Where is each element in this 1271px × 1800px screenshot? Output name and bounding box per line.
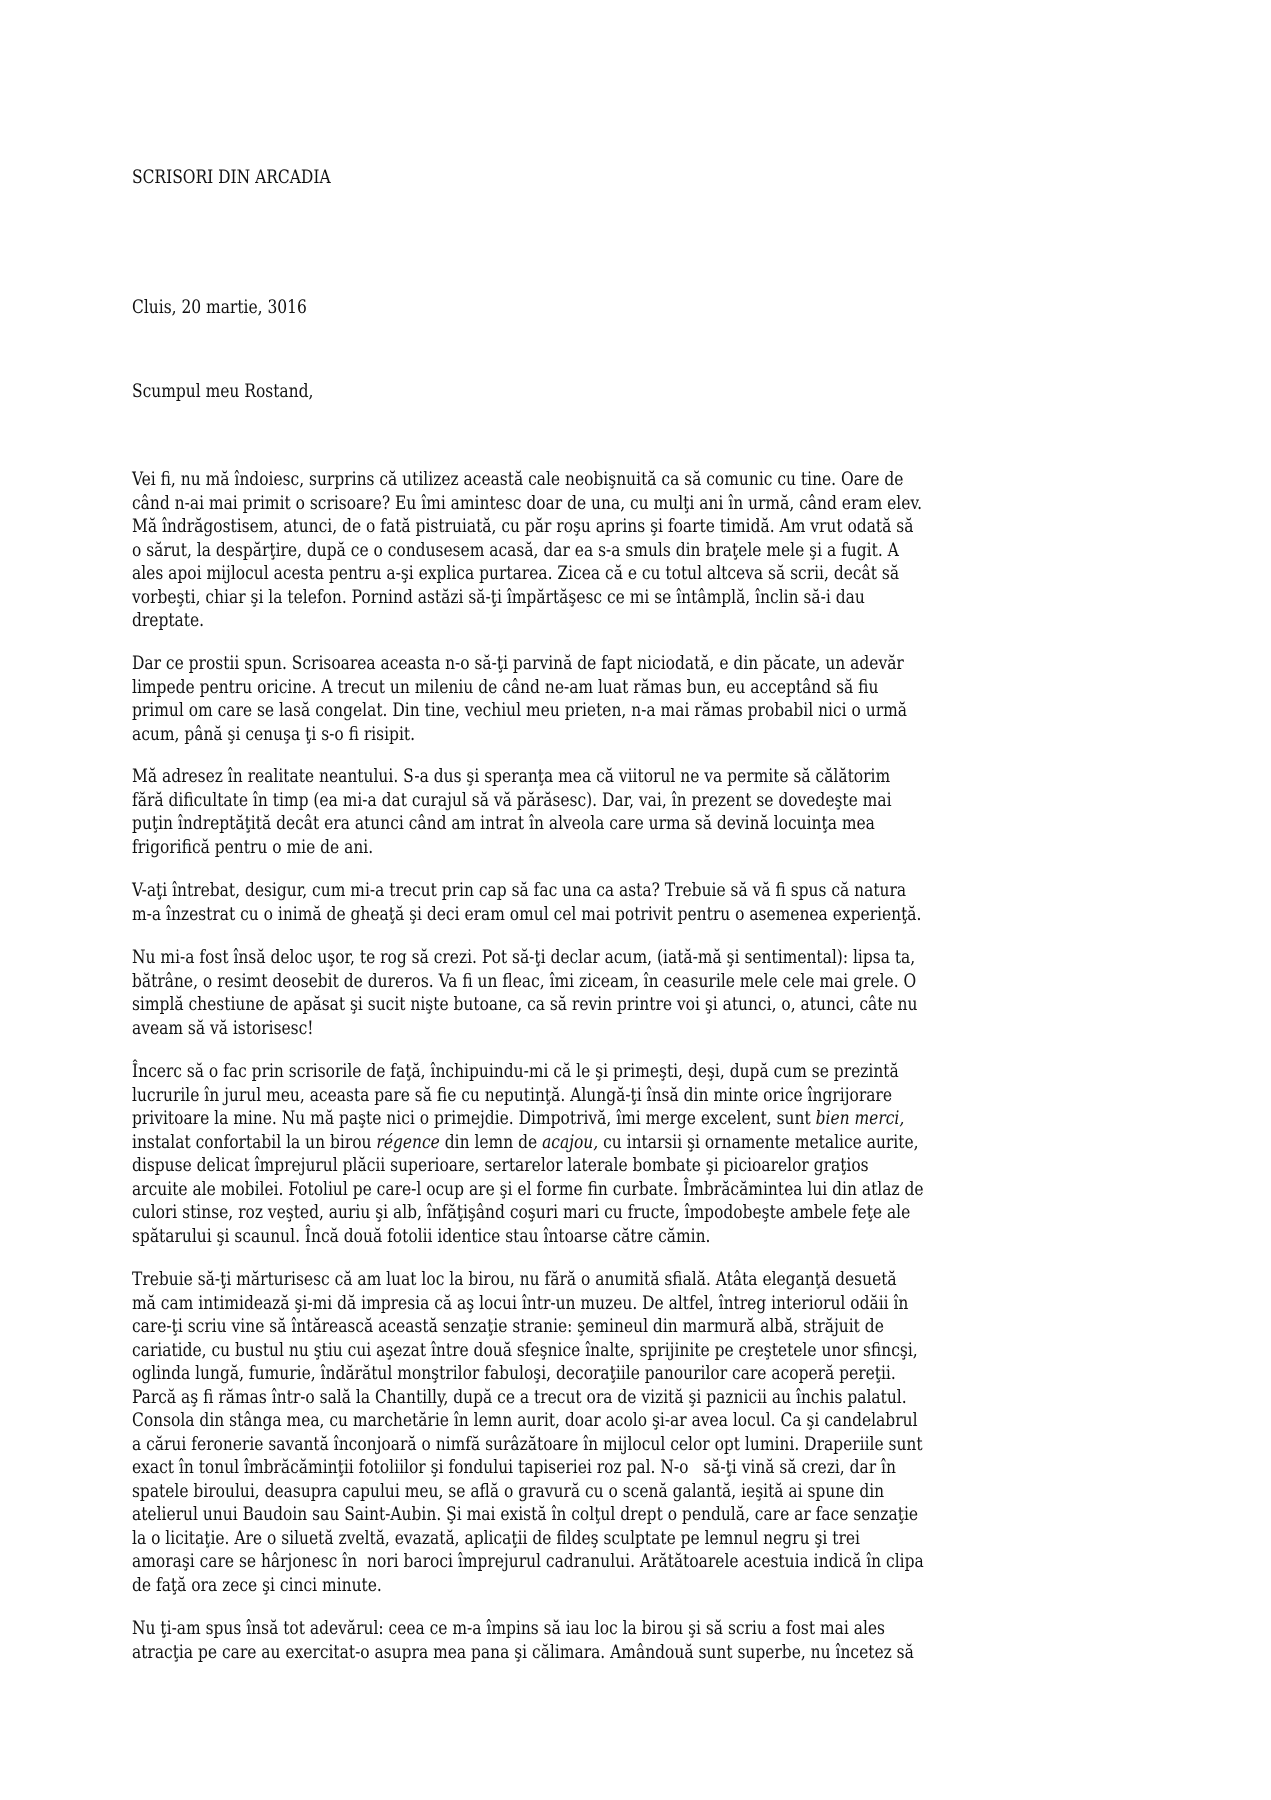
paragraph-line: dispuse delicat împrejurul plăcii superioare, sertarelor laterale bombate şi picioarelor graţios xyxy=(132,1154,869,1176)
paragraph-line: oglinda lungă, fumurie, îndărătul monştrilor fabuloşi, decoraţiile panourilor care acoperă pereţii. xyxy=(132,1362,896,1384)
paragraph-line: care-ţi scriu vine să întărească această senzaţie stranie: şemineul din marmură albă, străjuit de xyxy=(132,1315,884,1337)
paragraph-line: Vei fi, nu mă îndoiesc, surprins că utilizez această cale neobişnuită ca să comunic cu tine. Oare de xyxy=(132,468,904,490)
paragraph-line: Nu ţi-am spus însă tot adevărul: ceea ce m-a împins să iau loc la birou şi să scriu a fost mai ales xyxy=(132,1617,885,1639)
paragraph-line: Nu mi-a fost însă deloc uşor, te rog să crezi. Pot să-ţi declar acum, (iată-mă şi sentimental): lipsa ta, xyxy=(132,946,916,968)
paragraph-line: primul om care se lasă congelat. Din tine, vechiul meu prieten, n-a mai rămas probabil nici o urmă xyxy=(132,699,907,721)
paragraph-line: fără dificultate în timp (ea mi-a dat curajul să vă părăsesc). Dar, vai, în prezent se dovedeşte mai xyxy=(132,788,892,811)
italic-phrase: acajou, xyxy=(542,1130,599,1153)
paragraph-line: m-a înzestrat cu o inimă de gheaţă şi deci eram omul cel mai potrivit pentru o asemenea experienţă. xyxy=(132,902,922,925)
paragraph-line: exact în tonul îmbrăcăminţii fotoliilor şi fondului tapiseriei roz pal. N-o să-ţi vină să crezi, dar în xyxy=(132,1456,896,1478)
paragraph-line: spatele biroului, deasupra capului meu, se află o gravură cu o scenă galantă, ieşită ai spune din xyxy=(132,1479,885,1502)
paragraph-line: aveam să vă istorisesc! xyxy=(132,1016,314,1039)
paragraph-line: vorbeşti, chiar şi la telefon. Pornind astăzi să-ţi împărtăşesc ce mi se întâmplă, înclin să-i dau xyxy=(132,585,865,608)
paragraph-line: mă cam intimidează şi-mi dă impresia că aş locui într-un muzeu. De altfel, întreg interiorul odăii în xyxy=(132,1291,909,1314)
paragraph-line: simplă chestiune de apăsat şi sucit nişte butoane, ca să revin printre voi şi atunci, o, atunci, câte nu xyxy=(132,993,918,1015)
paragraph-line: de faţă ora zece şi cinci minute. xyxy=(132,1573,382,1596)
paragraph-line: o sărut, la despărţire, după ce o condusesem acasă, dar ea s-a smuls din braţele mele şi a fugit. A xyxy=(132,538,899,561)
paragraph-line: arcuite ale mobilei. Fotoliul pe care-l ocup are şi el forme fin curbate. Îmbrăcămintea lui din atlaz de xyxy=(132,1177,924,1200)
italic-phrase: bien merci, xyxy=(815,1107,905,1129)
paragraph-line: atelierul unui Baudoin sau Saint-Aubin. Şi mai există în colţul drept o pendulă, care ar face senzaţie xyxy=(132,1503,919,1525)
paragraph-line: instalat confortabil la un birou régence din lemn de acajou, cu intarsii şi ornamente metalice aurite, xyxy=(132,1130,919,1153)
paragraph-line: Trebuie să-ţi mărturisesc că am luat loc la birou, nu fără o anumită sfială. Atâta eleganţă desuetă xyxy=(132,1268,897,1290)
paragraph-line: amoraşi care se hârjonesc în nori baroci împrejurul cadranului. Arătătoarele acestuia indică în clipa xyxy=(132,1550,924,1572)
paragraph-line: dreptate. xyxy=(132,609,205,631)
salutation: Scumpul meu Rostand, xyxy=(132,380,314,402)
paragraph-line: Mă adresez în realitate neantului. S-a dus şi speranţa mea că viitorul ne va permite să călătorim xyxy=(132,765,891,787)
paragraph-line: lucrurile în jurul meu, aceasta pare să fie cu neputinţă. Alungă-ţi însă din minte orice îngrijorare xyxy=(132,1083,892,1106)
dateline: Cluis, 20 martie, 3016 xyxy=(132,296,307,318)
paragraph-line: limpede pentru oricine. A trecut un mileniu de când ne-am luat rămas bun, eu acceptând să fiu xyxy=(132,675,879,698)
paragraph-line: atracţia pe care au exercitat-o asupra mea pana şi călimara. Amândouă sunt superbe, nu încetez să xyxy=(132,1640,914,1663)
paragraph-line: V-aţi întrebat, desigur, cum mi-a trecut prin cap să fac una ca asta? Trebuie să vă fi spus că natura xyxy=(132,879,907,901)
paragraph-line: cariatide, cu bustul nu ştiu cui aşezat între două sfeşnice înalte, sprijinite pe creştetele unor sfincşi, xyxy=(132,1338,918,1361)
paragraph-line: privitoare la mine. Nu mă paşte nici o primejdie. Dimpotrivă, îmi merge excelent, sunt bien merci, xyxy=(132,1107,905,1129)
paragraph-line: spătarului şi scaunul. Încă două fotolii identice stau întoarse către cămin. xyxy=(132,1224,711,1247)
paragraph-line: Încerc să o fac prin scrisorile de faţă, închipuindu-mi că le şi primeşti, deşi, după cum se prezintă xyxy=(132,1060,899,1082)
paragraph-line: când n-ai mai primit o scrisoare? Eu îmi amintesc doar de una, cu mulţi ani în urmă, când eram elev. xyxy=(132,491,923,514)
paragraph-line: acum, până şi cenuşa ţi s-o fi risipit. xyxy=(132,722,416,745)
paragraph-line: Parcă aş fi rămas într-o sală la Chantilly, după ce a trecut ora de vizită şi paznicii au închis palatul. xyxy=(132,1385,907,1408)
document-title: SCRISORI DIN ARCADIA xyxy=(132,166,331,188)
paragraph-line: ales apoi mijlocul acesta pentru a-şi explica purtarea. Zicea că e cu totul altceva să scrii, decât să xyxy=(132,562,900,584)
paragraph-line: frigorifică pentru o mie de ani. xyxy=(132,835,374,858)
paragraph-line: Mă îndrăgostisem, atunci, de o fată pistruiată, cu păr roşu aprins şi foarte timidă. Am vrut odată să xyxy=(132,515,914,537)
paragraph-line: Consola din stânga mea, cu marchetărie în lemn aurit, doar acolo şi-ar avea locul. Ca şi candelabrul xyxy=(132,1409,918,1431)
paragraph-line: culori stinse, roz veşted, auriu şi alb, înfăţişând coşuri mari cu fructe, împodobeşte ambele feţe ale xyxy=(132,1201,911,1223)
paragraph-line: la o licitaţie. Are o siluetă zveltă, evazată, aplicaţii de fildeş sculptate pe lemnul negru şi trei xyxy=(132,1526,860,1549)
italic-phrase: régence xyxy=(376,1130,440,1153)
paragraph-line: bătrâne, o resimt deosebit de dureros. Va fi un fleac, îmi ziceam, în ceasurile mele cele mai grele. O xyxy=(132,969,917,992)
paragraph-line: Dar ce prostii spun. Scrisoarea aceasta n-o să-ţi parvină de fapt niciodată, e din păcate, un adevăr xyxy=(132,652,904,674)
paragraph-line: puţin îndreptăţită decât era atunci când am intrat în alveola care urma să devină locuinţa mea xyxy=(132,812,875,834)
paragraph-line: a cărui feronerie savantă înconjoară o nimfă surâzătoare în mijlocul celor opt lumini. Draperiile sunt xyxy=(132,1432,923,1455)
